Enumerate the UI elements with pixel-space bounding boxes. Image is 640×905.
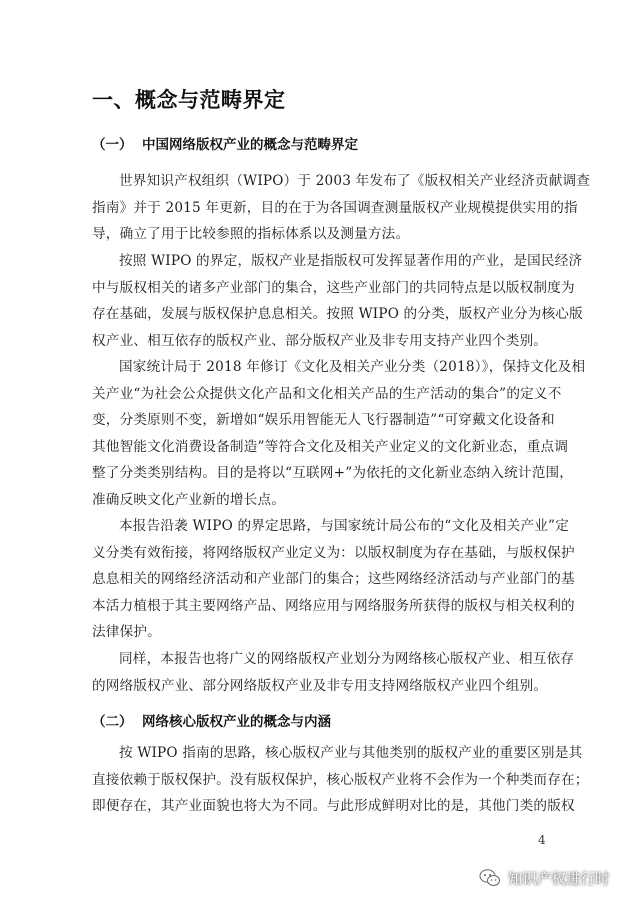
paragraph xyxy=(92,646,575,699)
text-line: 国家统计局于 2018 年修订《文化及相关产业分类（2018）》，保持文化及相 xyxy=(119,359,586,375)
text-line: 同样，本报告也将广义的网络版权产业划分为网络核心版权产业、相互依存 xyxy=(119,651,575,667)
text-line: 整了分类类别结构。目的是将以“互联网+”为依托的文化新业态纳入统计范围， xyxy=(92,465,574,481)
paragraph xyxy=(92,513,575,646)
section-title: 中国网络版权产业的概念与范畴界定 xyxy=(142,137,358,153)
wechat-icon xyxy=(478,866,502,890)
paragraph xyxy=(92,168,591,248)
text-line: 本报告沿袭 WIPO 的界定思路，与国家统计局公布的“文化及相关产业”定 xyxy=(119,518,569,534)
text-line: 导，确立了用于比较参照的指标体系以及测量方法。 xyxy=(92,226,410,242)
text-line: 本活力植根于其主要网络产品、网络应用与网络服务所获得的版权与相关权利的 xyxy=(92,597,575,614)
text-line: 息息相关的网络经济活动和产业部门的集合；这些网络经济活动与产业部门的基 xyxy=(92,571,575,587)
text-line: 权产业、相互依存的版权产业、部分版权产业及非专用支持产业四个类别。 xyxy=(92,332,548,349)
page-number: 4 xyxy=(538,833,546,847)
text-line: 其他智能文化消费设备制造”等符合文化及相关产业定义的文化新业态，重点调 xyxy=(92,438,569,455)
section-heading-1 xyxy=(92,133,358,153)
section-number: （二） xyxy=(92,714,133,730)
text-line: 按照 WIPO 的界定，版权产业是指版权可发挥显著作用的产业，是国民经济 xyxy=(119,253,583,269)
text-line: 的网络版权产业、部分网络版权产业及非专用支持网络版权产业四个组别。 xyxy=(92,677,548,694)
section-number: （一） xyxy=(92,137,133,153)
watermark xyxy=(478,866,610,890)
text-line: 指南》并于 2015 年更新，目的在于为各国调查测量版权产业规模提供实用的指 xyxy=(92,199,578,216)
text-line: 即便存在，其产业面貌也将大为不同。与此形成鲜明对比的是，其他门类的版权 xyxy=(92,798,575,814)
text-line: 按 WIPO 指南的思路，核心版权产业与其他类别的版权产业的重要区别是其 xyxy=(119,745,583,761)
text-line: 中与版权相关的诸多产业部门的集合，这些产业部门的共同特点是以版权制度为 xyxy=(92,279,575,296)
text-line: 存在基础，发展与版权保护息息相关。按照 WIPO 的分类，版权产业分为核心版 xyxy=(92,306,583,322)
text-line: 法律保护。 xyxy=(92,624,161,640)
text-line: 变，分类原则不变，新增如“娱乐用智能无人飞行器制造”“可穿戴文化设备和 xyxy=(92,412,555,428)
text-line: 直接依赖于版权保护。没有版权保护，核心版权产业将不会作为一个种类而存在； xyxy=(92,771,589,788)
section-heading-2 xyxy=(92,710,331,730)
paragraph xyxy=(92,248,583,354)
section-title: 网络核心版权产业的概念与内涵 xyxy=(142,714,331,730)
text-line: 世界知识产权组织（WIPO）于 2003 年发布了《版权相关产业经济贡献调查 xyxy=(119,173,591,189)
text-line: 义分类有效衔接，将网络版权产业定义为：以版权制度为存在基础，与版权保护 xyxy=(92,544,575,561)
paragraph xyxy=(92,354,586,513)
text-line: 关产业“为社会公众提供文化产品和文化相关产品的生产活动的集合”的定义不 xyxy=(92,385,562,402)
watermark-text: 知识产权进行时 xyxy=(508,871,610,888)
text-line: 准确反映文化产业新的增长点。 xyxy=(92,491,286,508)
chapter-heading: 一、概念与范畴界定 xyxy=(92,88,286,112)
paragraph xyxy=(92,740,589,820)
